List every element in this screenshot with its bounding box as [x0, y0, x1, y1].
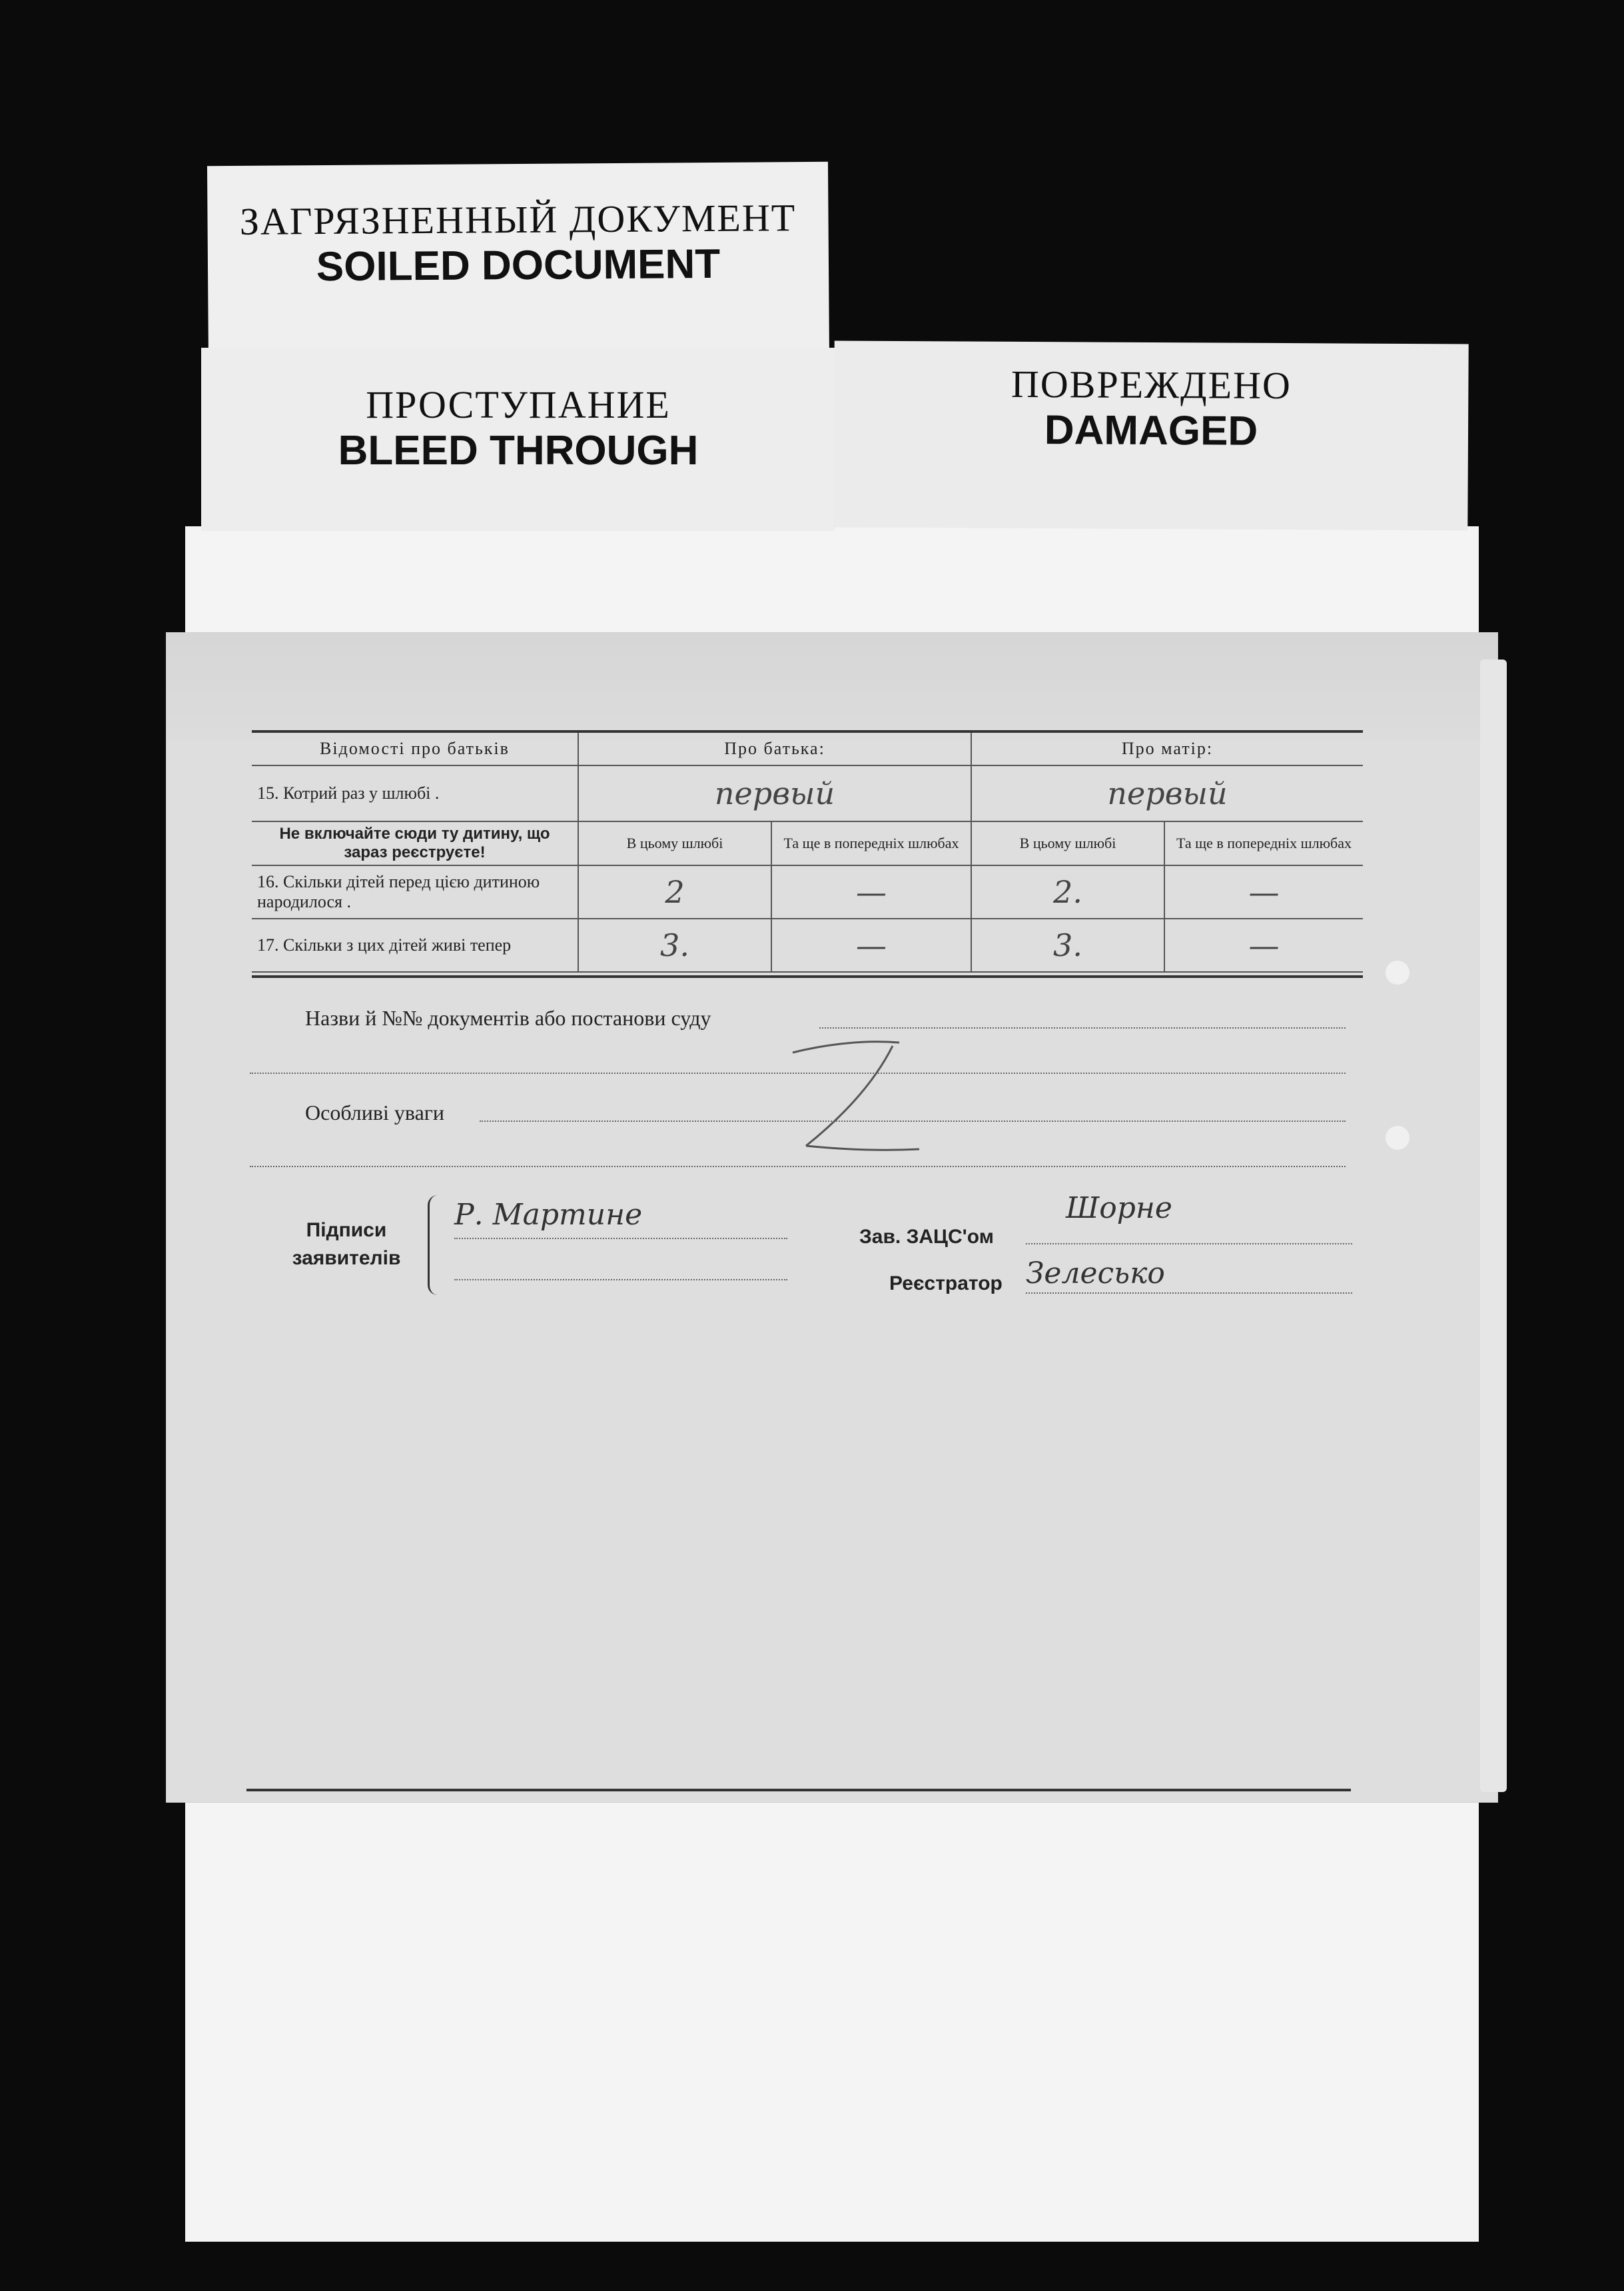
bleed-en: BLEED THROUGH	[338, 428, 699, 474]
header-parents-info: Відомості про батьків	[320, 739, 510, 758]
row15-mother: первый	[971, 765, 1363, 821]
signatures-label: Підписи заявителів	[292, 1219, 401, 1269]
form-bottom-rule	[246, 1789, 1351, 1791]
row17-label: 17. Скільки з цих дітей живі тепер	[257, 935, 512, 955]
punch-hole	[1386, 1126, 1410, 1150]
soiled-document-label	[207, 162, 829, 366]
head-label: Зав. ЗАЦС'ом	[859, 1226, 994, 1248]
folded-top-edge	[167, 633, 1497, 739]
bleed-ru: ПРОСТУПАНИЕ	[366, 383, 671, 426]
documents-label: Назви й №№ документів або постанови суду	[305, 1006, 711, 1030]
table-bottom-rule	[252, 975, 1363, 978]
row17-mother-this: 3.	[971, 919, 1164, 972]
subheader-note: Не включайте сюди ту дитину, що зараз реєструєте!	[279, 825, 550, 861]
applicant-sign-line-2	[454, 1279, 787, 1280]
documents-line	[819, 1027, 1346, 1029]
row17-father-prev: —	[771, 919, 971, 972]
row15-father: первый	[578, 765, 971, 821]
registrar-label: Реєстратор	[889, 1272, 1003, 1294]
table-row-15	[252, 765, 1363, 821]
registrar-sign-line	[1026, 1292, 1352, 1294]
remarks-label: Особливі уваги	[305, 1101, 445, 1125]
subheader-mother-prev: Та ще в попередніх шлюбах	[1164, 821, 1363, 865]
damaged-ru: ПОВРЕЖДЕНО	[1011, 362, 1292, 408]
table-row-16	[252, 865, 1363, 919]
bleed-through-label	[201, 348, 835, 531]
head-signature: Шорне	[1066, 1191, 1172, 1225]
row16-father-prev: —	[771, 865, 971, 919]
damaged-en: DAMAGED	[1044, 407, 1258, 454]
remarks-line-2	[250, 1166, 1346, 1167]
row17-father-this: 3.	[578, 919, 771, 972]
row17-mother-prev: —	[1164, 919, 1363, 972]
parents-table	[252, 733, 1363, 973]
table-header-row	[252, 733, 1363, 765]
table-subheader-row	[252, 821, 1363, 865]
table-row-17	[252, 919, 1363, 972]
row16-mother-prev: —	[1164, 865, 1363, 919]
header-mother: Про матір:	[971, 733, 1363, 765]
remarks-line	[480, 1121, 1346, 1122]
soiled-en: SOILED DOCUMENT	[316, 240, 721, 290]
head-sign-line	[1026, 1243, 1352, 1244]
z-strike-mark	[779, 1033, 939, 1166]
applicant-sign-line	[454, 1238, 787, 1239]
record-form	[167, 633, 1497, 1802]
registrar-signature: Зелесько	[1026, 1256, 1165, 1290]
row16-mother-this: 2.	[971, 865, 1164, 919]
punch-hole	[1386, 961, 1410, 985]
row16-label: 16. Скільки дітей перед цією дитиною народилося .	[257, 872, 540, 911]
header-father: Про батька:	[578, 733, 971, 765]
row15-label: 15. Котрий раз у шлюбі .	[257, 783, 440, 803]
row16-father-this: 2	[578, 865, 771, 919]
signatures-brace	[428, 1195, 438, 1295]
damaged-label	[833, 341, 1468, 531]
soiled-ru: ЗАГРЯЗНЕННЫЙ ДОКУМЕНТ	[239, 196, 797, 243]
subheader-father-this: В цьому шлюбі	[578, 821, 771, 865]
subheader-mother-this: В цьому шлюбі	[971, 821, 1164, 865]
subheader-father-prev: Та ще в попередніх шлюбах	[771, 821, 971, 865]
torn-right-edge	[1480, 660, 1507, 1792]
applicant-signature: Р. Мартине	[454, 1198, 643, 1232]
